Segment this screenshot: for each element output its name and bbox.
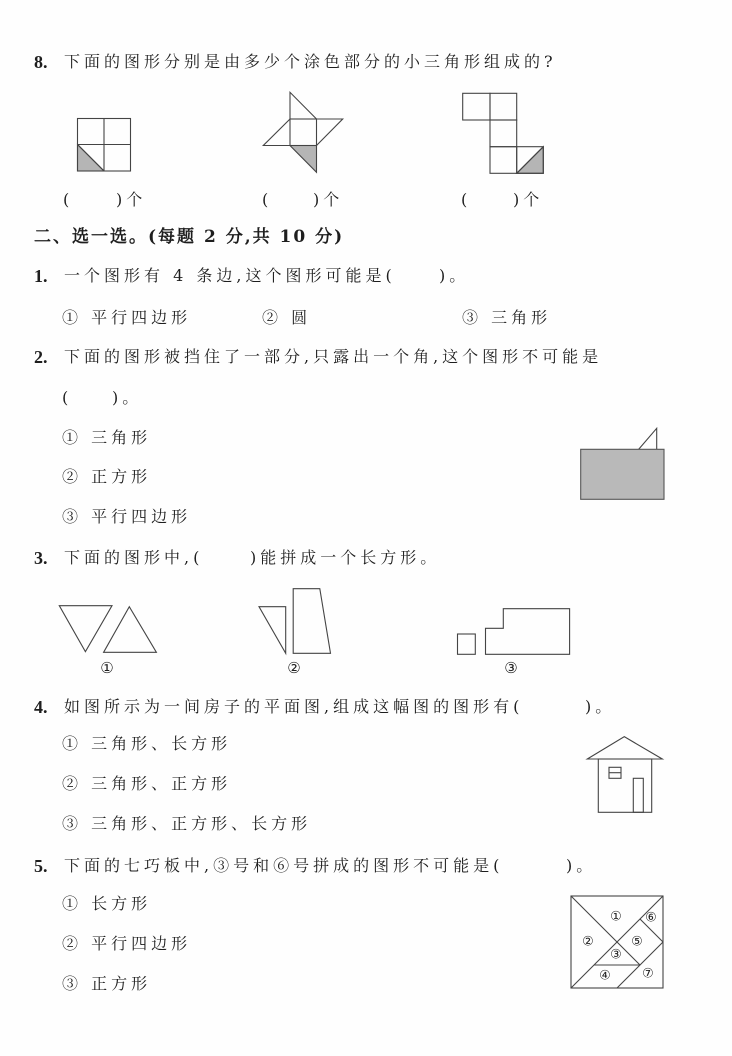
house-window — [609, 767, 621, 778]
q2-figure-hidden-shape — [581, 428, 664, 499]
section-heading: 二、选一选。(每题 2 分,共 10 分) — [34, 227, 345, 247]
tangram-label-1: ① — [610, 909, 622, 925]
q3-figure-1-triangles — [59, 606, 156, 653]
question-text-close: )。 — [439, 266, 470, 285]
tangram-label-3: ③ — [610, 947, 622, 963]
figure-label-2: ② — [287, 659, 301, 677]
q8-figure-2-pinwheel — [263, 92, 342, 172]
option-2: ② 圆 — [262, 308, 312, 327]
question-text-close: )。 — [566, 856, 597, 875]
answer-blank-close: )个 — [116, 190, 147, 209]
shaded-triangle — [517, 147, 544, 174]
tangram-label-5: ⑤ — [631, 934, 643, 950]
option-3: ③ 正方形 — [62, 974, 152, 993]
question-text: 一个图形有 4 条边,这个图形可能是( — [64, 266, 396, 285]
q5-figure-tangram — [571, 896, 663, 988]
option-1: ① 长方形 — [62, 894, 152, 913]
tangram-label-6: ⑥ — [645, 910, 657, 926]
tangram-label-4: ④ — [599, 968, 611, 984]
option-1: ① 平行四边形 — [62, 308, 192, 327]
option-2: ② 正方形 — [62, 467, 152, 486]
question-text: 下面的图形被挡住了一部分,只露出一个角,这个图形不可能是 — [64, 347, 603, 366]
cover-rectangle — [581, 449, 664, 499]
question-number: 8. — [34, 52, 48, 72]
option-1: ① 三角形 — [62, 428, 152, 447]
answer-blank-open: ( — [262, 190, 273, 209]
option-3: ③ 平行四边形 — [62, 507, 192, 526]
question-text: 下面的图形中,( — [64, 548, 204, 567]
answer-blank-open: ( — [63, 190, 74, 209]
option-2: ② 三角形、正方形 — [62, 774, 232, 793]
question-number: 4. — [34, 697, 48, 717]
question-text-close: )。 — [112, 388, 143, 407]
q8-figure-1-grid — [78, 119, 131, 172]
q3-figure-3-rect-lshape — [458, 609, 570, 655]
tangram-label-7: ⑦ — [642, 966, 654, 982]
answer-blank-open: ( — [62, 388, 73, 407]
shaded-triangle — [290, 146, 317, 173]
option-3: ③ 三角形 — [462, 308, 552, 327]
option-2: ② 平行四边形 — [62, 934, 192, 953]
option-1: ① 三角形、长方形 — [62, 734, 232, 753]
q3-figure-2-triangle-trapezoid — [259, 589, 331, 654]
q8-figure-3-steps — [463, 93, 544, 173]
question-number: 5. — [34, 856, 48, 876]
house-door — [633, 778, 643, 812]
answer-blank-open: ( — [461, 190, 472, 209]
question-text-close: )能拼成一个长方形。 — [250, 548, 441, 567]
question-text-close: )。 — [585, 697, 616, 716]
question-text: 下面的图形分别是由多少个涂色部分的小三角形组成的? — [64, 52, 557, 71]
shaded-triangle — [78, 145, 105, 172]
question-number: 3. — [34, 548, 48, 568]
tangram-label-2: ② — [582, 934, 594, 950]
question-text: 如图所示为一间房子的平面图,组成这幅图的图形有( — [64, 697, 524, 716]
house-wall — [598, 759, 651, 812]
answer-blank-close: )个 — [313, 190, 344, 209]
figure-label-3: ③ — [504, 659, 518, 677]
question-text: 下面的七巧板中,③号和⑥号拼成的图形不可能是( — [64, 856, 504, 875]
figure-label-1: ① — [100, 659, 114, 677]
question-number: 1. — [34, 266, 48, 286]
house-roof — [587, 737, 662, 759]
answer-blank-close: )个 — [513, 190, 544, 209]
q4-figure-house — [587, 737, 662, 813]
option-3: ③ 三角形、正方形、长方形 — [62, 814, 312, 833]
question-number: 2. — [34, 347, 48, 367]
